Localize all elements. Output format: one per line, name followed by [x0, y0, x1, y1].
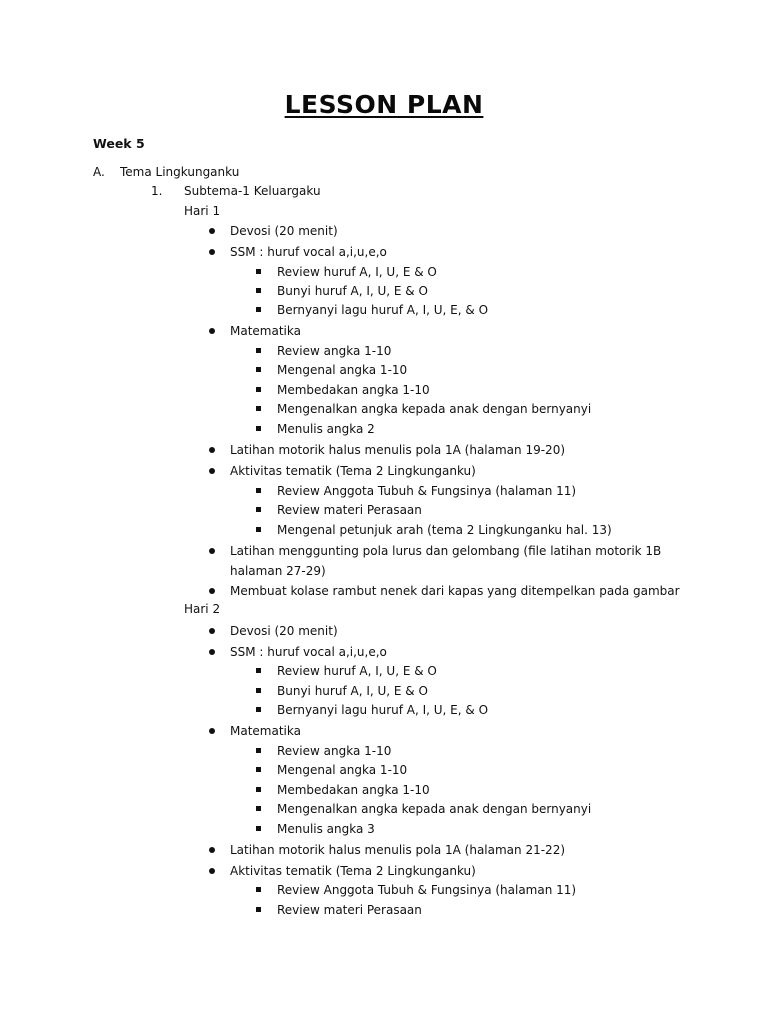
list-item: SSM : huruf vocal a,i,u,e,o: [230, 245, 387, 259]
list-item: Mengenal angka 1-10: [277, 363, 408, 377]
square-bullet-icon: [256, 488, 261, 493]
list-item: Mengenal petunjuk arah (tema 2 Lingkunganku hal. 13): [277, 523, 612, 537]
list-item: Review angka 1-10: [277, 744, 392, 758]
list-item: Latihan menggunting pola lurus dan gelombang (file latihan motorik 1B halaman 27-29): [230, 544, 662, 578]
square-bullet-icon: [256, 307, 261, 312]
list-item: Menulis angka 2: [277, 422, 375, 436]
list-item: Bunyi huruf A, I, U, E & O: [277, 284, 428, 298]
square-bullet-icon: [256, 767, 261, 772]
list-item: Latihan motorik halus menulis pola 1A (halaman 21-22): [230, 843, 566, 857]
square-bullet-icon: [256, 507, 261, 512]
list-item: Bernyanyi lagu huruf A, I, U, E, & O: [277, 703, 489, 717]
square-bullet-icon: [256, 288, 261, 293]
list-item: Devosi (20 menit): [230, 624, 338, 638]
square-bullet-icon: [256, 348, 261, 353]
list-item: Aktivitas tematik (Tema 2 Lingkunganku): [230, 464, 476, 478]
bullet-icon: [209, 249, 215, 255]
list-item: Matematika: [230, 324, 301, 338]
square-bullet-icon: [256, 826, 261, 831]
square-bullet-icon: [256, 668, 261, 673]
list-item: Review Anggota Tubuh & Fungsinya (halaman 11): [277, 883, 577, 897]
bullet-icon: [209, 328, 215, 334]
subtema-label: Subtema-1 Keluargaku: [184, 184, 321, 198]
list-item: Review huruf A, I, U, E & O: [277, 265, 437, 279]
square-bullet-icon: [256, 426, 261, 431]
list-item: Mengenal angka 1-10: [277, 763, 408, 777]
square-bullet-icon: [256, 887, 261, 892]
section-marker: A.: [93, 165, 105, 179]
bullet-icon: [209, 628, 215, 634]
square-bullet-icon: [256, 688, 261, 693]
bullet-icon: [209, 868, 215, 874]
section-label: Tema Lingkunganku: [120, 165, 240, 179]
list-item: Review huruf A, I, U, E & O: [277, 664, 437, 678]
list-item: Review materi Perasaan: [277, 503, 422, 517]
square-bullet-icon: [256, 707, 261, 712]
square-bullet-icon: [256, 907, 261, 912]
square-bullet-icon: [256, 406, 261, 411]
bullet-icon: [209, 468, 215, 474]
bullet-icon: [209, 847, 215, 853]
square-bullet-icon: [256, 787, 261, 792]
subtema-marker: 1.: [151, 184, 163, 198]
square-bullet-icon: [256, 527, 261, 532]
list-item: Review materi Perasaan: [277, 903, 422, 917]
square-bullet-icon: [256, 748, 261, 753]
list-item: Matematika: [230, 724, 301, 738]
list-item: Mengenalkan angka kepada anak dengan bernyanyi: [277, 802, 592, 816]
list-item: Bernyanyi lagu huruf A, I, U, E, & O: [277, 303, 489, 317]
bullet-icon: [209, 728, 215, 734]
bullet-icon: [209, 228, 215, 234]
list-item: SSM : huruf vocal a,i,u,e,o: [230, 645, 387, 659]
week-heading: Week 5: [93, 136, 145, 151]
list-item: Bunyi huruf A, I, U, E & O: [277, 684, 428, 698]
list-item: Mengenalkan angka kepada anak dengan bernyanyi: [277, 402, 592, 416]
square-bullet-icon: [256, 269, 261, 274]
square-bullet-icon: [256, 387, 261, 392]
list-item: Menulis angka 3: [277, 822, 375, 836]
list-item: Review angka 1-10: [277, 344, 392, 358]
bullet-icon: [209, 649, 215, 655]
bullet-icon: [209, 588, 215, 594]
list-item: Membedakan angka 1-10: [277, 383, 430, 397]
bullet-icon: [209, 548, 215, 554]
list-item: Devosi (20 menit): [230, 224, 338, 238]
list-item: Aktivitas tematik (Tema 2 Lingkunganku): [230, 864, 476, 878]
page-title: LESSON PLAN: [284, 90, 484, 119]
day-heading: Hari 1: [184, 204, 221, 218]
day-heading: Hari 2: [184, 602, 221, 616]
square-bullet-icon: [256, 367, 261, 372]
list-item: Membedakan angka 1-10: [277, 783, 430, 797]
list-item: Latihan motorik halus menulis pola 1A (halaman 19-20): [230, 443, 566, 457]
square-bullet-icon: [256, 806, 261, 811]
list-item: Membuat kolase rambut nenek dari kapas yang ditempelkan pada gambar: [230, 584, 680, 598]
list-item: Review Anggota Tubuh & Fungsinya (halaman 11): [277, 484, 577, 498]
bullet-icon: [209, 447, 215, 453]
